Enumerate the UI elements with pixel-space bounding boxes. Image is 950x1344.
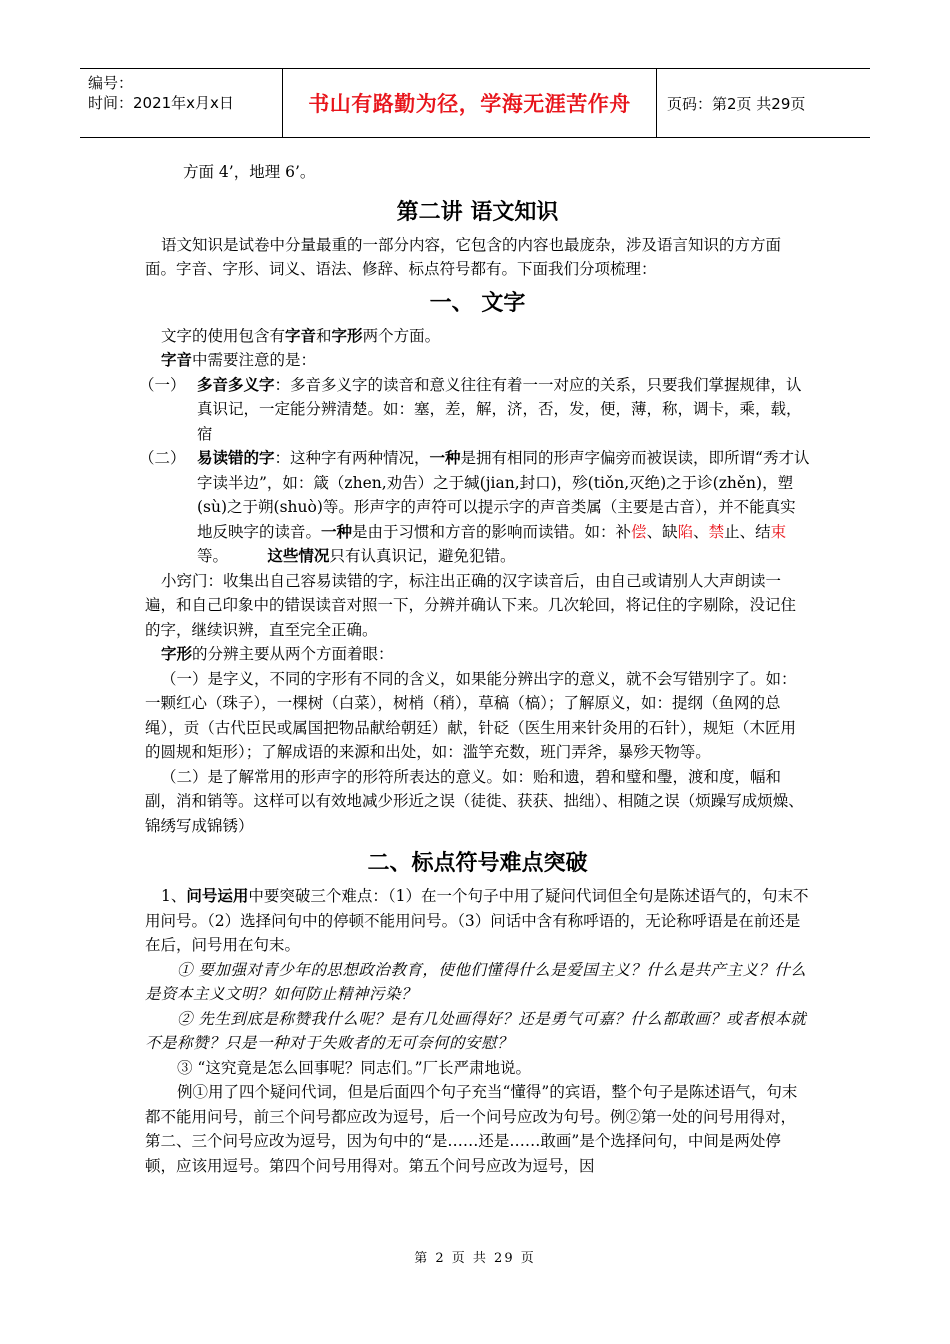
explanation-paragraph: 例①用了四个疑问代词，但是后面四个句子充当“懂得”的宾语，整个句子是陈述语气，句末都不能用问号，前三个问号都应改为逗号，后一个问号应改为句号。例②第一处的问号用得对，第二、三个问号应改为逗号，因为句中的“是……还是……敢画”是个选择问句，中间是两处停顿，应该用逗号。第四个问号用得对。第五个问号应改为逗号，因: [145, 1083, 798, 1175]
number-label: 编号：: [88, 74, 134, 92]
header-page-label: 页码：第2页 共29页: [667, 94, 806, 113]
sec1-paragraph2: 字音中需要注意的是：: [161, 350, 317, 369]
lecture-title: 第二讲 语文知识: [396, 199, 559, 225]
intro-paragraph: 语文知识是试卷中分量最重的一部分内容，它包含的内容也最庞杂，涉及语言知识的方方面面。字音、字形、词义、语法、修辞、标点符号都有。下面我们分项梳理：: [145, 235, 782, 278]
example-2: ② 先生到底是称赞我什么呢？是有几处画得好？还是勇气可嘉？什么都敢画？或者根本就不是称赞？只是一种对于失败者的无可奈何的安慰？: [145, 1009, 807, 1052]
example-1: ① 要加强对青少年的思想政治教育，使他们懂得什么是爱国主义？什么是共产主义？什么是资本主义文明？如何防止精神污染？: [145, 960, 807, 1003]
section1-title: 一、 文字: [429, 290, 526, 316]
example-3: ③ “这究竟是怎么回事呢？同志们。”厂长严肃地说。: [177, 1058, 532, 1077]
carryover-line: 方面 4’，地理 6’。: [183, 163, 316, 181]
tip-paragraph: 小窍门：收集出自己容易读错的字，标注出正确的汉字读音后，由自己或请别人大声朗读一遍，和自己印象中的错误读音对照一下，分辨并确认下来。几次轮回，将记住的字剔除，没记住的字，继续识辨，直至完全正确。: [145, 571, 797, 639]
pronunciation-item-1: （一） 多音多义字：多音多义字的读音和意义往往有着一一对应的关系，只要我们掌握规律，认真识记，一定能分辨清楚。如：塞，差，解，济，否，发，便，薄，称，调卡，乘，载，宿: [139, 373, 810, 447]
question-mark-rules: 1、问号运用中要突破三个难点：（1）在一个句子中用了疑问代词但全句是陈述语气的，句末不用问号。（2）选择问句中的停顿不能用问号。（3）问话中含有称呼语的，无论称呼语是在前还是在后，问号用在句末。: [145, 886, 809, 954]
header-motto: 书山有路勤为径，学海无涯苦作舟: [282, 69, 657, 137]
document-body: [139, 160, 810, 1178]
item1-number: （一）: [139, 375, 186, 394]
time-label: 时间：2021年x月x日: [88, 94, 234, 112]
shape-point-2: （二）是了解常用的形声字的形符所表达的意义。如：贻和遗，碧和璧和璺，渡和度，幅和副，消和销等。这样可以有效地减少形近之误（徒徙、获获、拙绌）、相随之误（烦躁写成烦燥、锦绣写成锦锈）: [145, 767, 804, 835]
section2-title: 二、标点符号难点突破: [367, 851, 588, 876]
sec1-paragraph1: 文字的使用包含有字音和字形两个方面。: [161, 325, 441, 345]
header-left-cell: [80, 69, 282, 137]
pronunciation-item-2: （二） 易读错的字：这种字有两种情况，一种是拥有相同的形声字偏旁而被误读，即所谓“秀才认字读半边”，如：箴（zhen,劝告）之于缄(jian,封口)，殄(tiǒn,灭绝)之于诊(zhěn)，塑(sù)之于朔(shuò)等。形声字的声符可以提示字的声音类属（主要是古音），并不能真实地反映字的读音。一种是由于习惯和方音的影响而读错。如：补偿、缺陷、禁止、结束等。 这些情况只有认真识记，避免犯错。: [139, 446, 810, 569]
shape-point-1: （一）是字义，不同的字形有不同的含义，如果能分辨出字的意义，就不会写错别字了。如：一颗红心（珠子），一棵树（白菜），树梢（稍），草稿（槁）；了解原义，如：提纲（鱼网的总绳），贡（古代臣民或属国把物品献给朝廷）献，针砭（医生用来针灸用的石针），规矩（木匠用的圆规和矩形）；了解成语的来源和出处，如：滥竽充数，班门弄斧，暴殄天物等。: [145, 669, 797, 761]
page-header: [80, 68, 870, 138]
item2-number: （二）: [139, 449, 186, 467]
page-footer: 第 2 页 共 29 页: [414, 1251, 536, 1266]
shape-intro: 字形的分辨主要从两个方面着眼：: [161, 644, 394, 663]
